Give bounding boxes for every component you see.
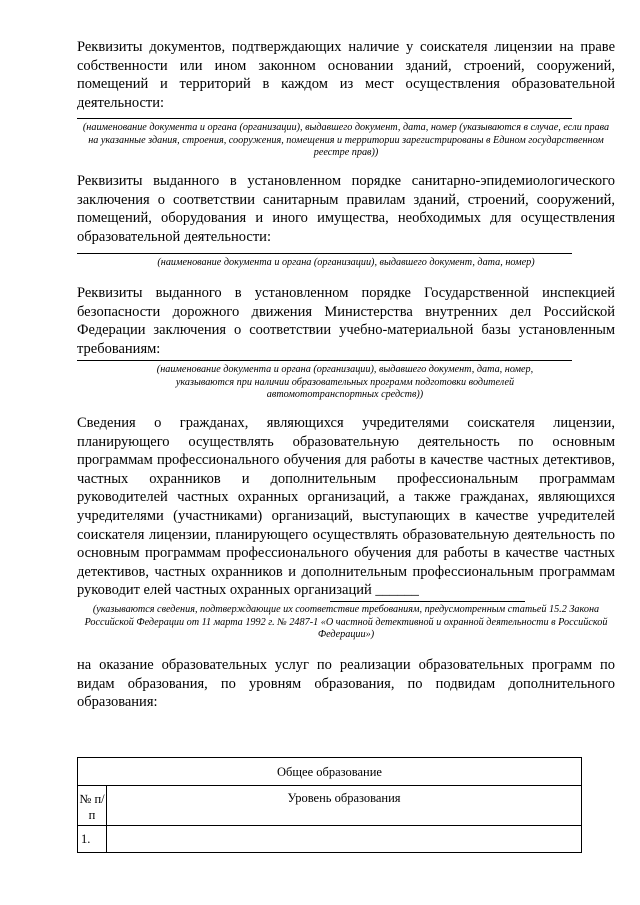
sanitary-conclusion-paragraph: Реквизиты выданного в установленном порядке санитарно-эпидемиологического заключения о соответствии санитарным правилам зданий, строений, сооружений, помещений, оборудования и иного имущества, необходимых для осуществления образовательной деятельности:	[77, 173, 615, 245]
premises-requisites-paragraph: Реквизиты документов, подтверждающих наличие у соискателя лицензии на праве собственности или ином законном основании зданий, строений, сооружений, помещений и территорий в каждом из мест осуществления образовательной деятельности:	[77, 39, 615, 111]
column-header-education-level: Уровень образования	[107, 786, 581, 826]
sanitary-conclusion-fill-line[interactable]	[77, 253, 572, 254]
traffic-safety-conclusion-paragraph: Реквизиты выданного в установленном порядке Государственной инспекцией безопасности дорожного движения Министерства внутренних дел Российской Федерации заключения о соответствии учебно-материальной базы установленным требованиям:	[77, 285, 615, 357]
table-row-education-level[interactable]	[107, 826, 581, 852]
premises-requisites-fill-line[interactable]	[77, 118, 572, 119]
founders-info-fill-line[interactable]	[330, 601, 525, 602]
general-education-table	[77, 757, 582, 853]
founders-info-paragraph: Сведения о гражданах, являющихся учредителями соискателя лицензии, планирующего осуществлять образовательную деятельность по основным программам профессионального обучения для работы в качестве частных детективов, частных охранников и дополнительным профессиональным программам руководителей частных охранных организаций, а также гражданах, являющихся учредителями (участниками) организаций, выступающих в качестве учредителей соискателя лицензии, планирующего осуществлять образовательную деятельность по основным программам профессионального обучения для работы в качестве частных детективов, частных охранников и дополнительным профессиональным программам руководит елей частных охранных организаций ______	[77, 415, 615, 599]
traffic-safety-note: (наименование документа и органа (организации), выдавшего документ, дата, номер, указываются при наличии образовательных программ подготовки водителей автомототранспортных средств))	[156, 364, 534, 401]
founders-info-note: (указываются сведения, подтверждающие их соответствие требованиям, предусмотренным статьей 15.2 Закона Российской Федерации от 11 марта 1992 г. № 2487-1 «О частной детективной и охранной деятельности в Российской Федерации»)	[84, 604, 608, 641]
table-row-number: 1.	[78, 826, 107, 852]
educational-services-paragraph: на оказание образовательных услуг по реализации образовательных программ по видам образования, по уровням образования, по подвидам дополнительного образования:	[77, 657, 615, 711]
column-header-number: № п/п	[78, 786, 107, 826]
table-title: Общее образование	[78, 758, 581, 786]
sanitary-conclusion-note: (наименование документа и органа (организации), выдавшего документ, дата, номер)	[157, 257, 535, 268]
traffic-safety-fill-line[interactable]	[77, 360, 572, 361]
premises-requisites-note: (наименование документа и органа (организации), выдавшего документ, дата, номер (указываются в случае, если права на указанные здания, строения, сооружения, помещения и территории зарегистрированы в Едином государственном реестре прав))	[82, 122, 610, 159]
